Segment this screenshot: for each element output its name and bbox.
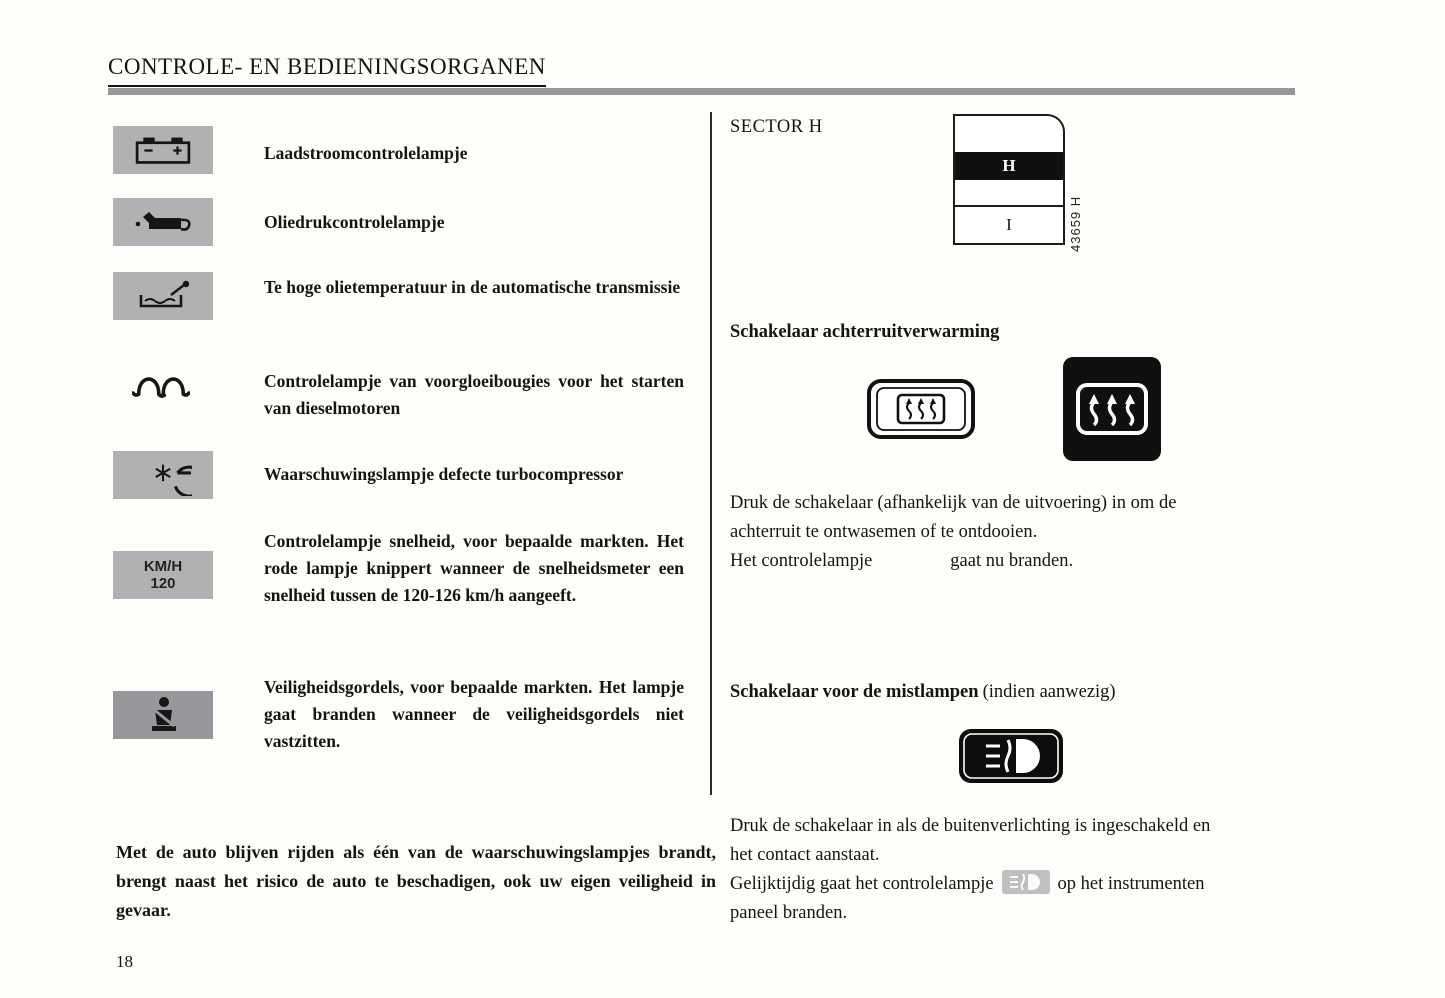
defrost-paragraph [730,489,1315,576]
fog-line-3 [730,870,1315,899]
defrost-line-3-after: gaat nu branden. [950,551,1074,571]
fog-heading-row [730,678,1116,707]
speed-warning-icon [113,551,213,599]
sector-heading: SECTOR H [730,117,823,137]
sector-row-i: I [955,205,1063,243]
fog-line-1: Druk de schakelaar in als de buitenverlichting is ingeschakeld en [730,816,1211,836]
seatbelt-warning-icon [113,691,213,739]
fog-line-3-after: op het instrumenten [1057,874,1205,894]
fog-line-3-before: Gelijktijdig gaat het controlelampje [730,874,994,894]
fog-line-4: paneel branden. [730,903,848,923]
speed-icon-kmh: KM/H [143,558,183,575]
defrost-line-2: achterruit te ontwasemen of te ontdooien. [730,522,1038,542]
defrost-heading: Schakelaar achterruitverwarming [730,322,1000,342]
page-title: CONTROLE- EN BEDIENINGSORGANEN [108,54,546,87]
defrost-line-3-before: Het controlelampje [730,551,873,571]
sector-row-h: H [955,152,1063,180]
oil-pressure-warning-icon [113,198,213,246]
column-divider [710,112,712,795]
item-label: Waarschuwingslampje defecte turbocompressor [264,464,624,484]
defrost-line-1: Druk de schakelaar (afhankelijk van de uitvoering) in om de [730,493,1177,513]
rear-window-defrost-switch-icon [866,378,976,440]
battery-charge-warning-icon [113,126,213,174]
page-number: 18 [116,952,133,971]
rear-window-defrost-indicator-icon [1063,357,1161,461]
item-label: Controlelampje snelheid, voor bepaalde markten. Het rode lampje knippert wanneer de snelheidsmeter een snelheid tussen de 120-126 km/h aangeeft. [264,531,684,605]
fog-lamp-indicator-icon [1002,870,1050,894]
glow-plug-icon [132,366,190,400]
item-label: Controlelampje van voorgloeibougies voor het starten van dieselmotoren [264,371,684,418]
item-label: Laadstroomcontrolelampje [264,143,468,163]
title-rule [108,88,1295,95]
fog-heading: Schakelaar voor de mistlampen [730,682,979,702]
fog-paragraph [730,812,1315,928]
fog-heading-suffix: (indien aanwezig) [982,682,1116,702]
item-label: Veiligheidsgordels, voor bepaalde markten. Het lampje gaat branden wanneer de veiligheidsgordels niet vastzitten. [264,677,684,751]
warning-note: Met de auto blijven rijden als één van de waarschuwingslampjes brandt, brengt naast het risico de auto te beschadigen, ook uw eigen veiligheid in gevaar. [116,842,716,920]
fog-lamp-switch-icon [958,728,1064,784]
defrost-line-3 [730,547,1315,576]
sector-diagram [953,114,1065,245]
speed-icon-120: 120 [150,575,176,592]
figure-code: 43659 H [1068,195,1083,252]
fog-line-2: het contact aanstaat. [730,845,880,865]
item-label: Oliedrukcontrolelampje [264,212,445,232]
turbo-warning-icon [113,451,213,499]
item-label: Te hoge olietemperatuur in de automatische transmissie [264,277,681,297]
transmission-oil-temperature-icon [113,272,213,320]
